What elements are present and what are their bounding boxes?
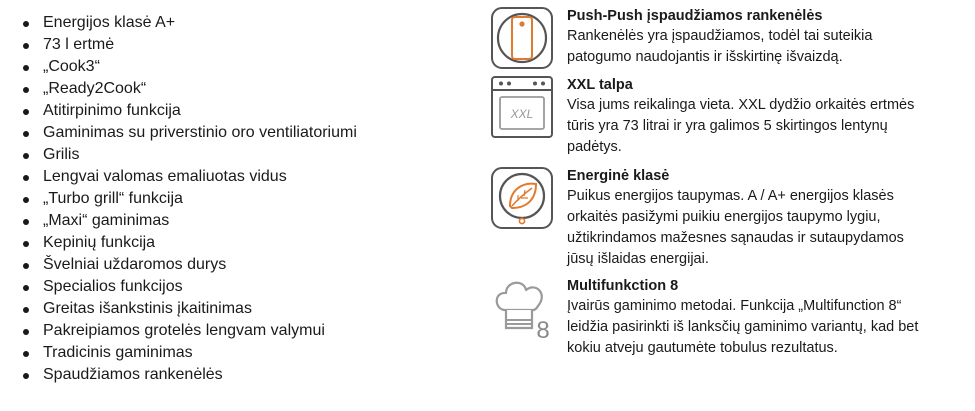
highlight-text: [567, 75, 957, 158]
feature-item: Pakreipiamos grotelės lengvam valymui: [18, 320, 458, 342]
highlight-description: Visa jums reikalinga vieta. XXL dydžio orkaitės ertmės tūris yra 73 litrai ir yra galimos 5 skirtingos lentynų padėtys.: [567, 97, 915, 155]
multifunction-count-label: 8: [536, 317, 550, 340]
feature-item: Atitirpinimo funkcija: [18, 100, 458, 122]
feature-item: „Ready2Cook“: [18, 78, 458, 100]
highlight-description: Rankenėlės yra įspaudžiamos, todėl tai suteikia patogumo naudojantis ir išskirtinę išvaizdą.: [567, 28, 873, 65]
feature-item: Švelniai uždaromos durys: [18, 254, 458, 276]
highlight-text: [567, 166, 957, 270]
feature-item: Energijos klasė A+: [18, 12, 458, 34]
feature-item: Kepinių funkcija: [18, 232, 458, 254]
feature-item: Greitas išankstinis įkaitinimas: [18, 298, 458, 320]
feature-item: „Cook3“: [18, 56, 458, 78]
push-push-knob-icon: [490, 6, 554, 70]
highlight-title: Multifunkction 8: [567, 278, 679, 294]
highlight-description: Puikus energijos taupymas. A / A+ energijos klasės orkaitės pasižymi puikiu energijos taupymo lygiu, užtikrindamos mažesnes sąnaudas ir sutaupydamos jūsų išlaidas energijai.: [567, 188, 904, 267]
feature-item: „Turbo grill“ funkcija: [18, 188, 458, 210]
feature-item: „Maxi“ gaminimas: [18, 210, 458, 232]
highlight-text: [567, 6, 957, 68]
highlight-text: [567, 276, 957, 359]
feature-item: Lengvai valomas emaliuotas vidus: [18, 166, 458, 188]
highlight-title: Energinė klasė: [567, 168, 670, 184]
feature-item: 73 l ertmė: [18, 34, 458, 56]
feature-item: Gaminimas su priverstinio oro ventiliatoriumi: [18, 122, 458, 144]
highlight-title: XXL talpa: [567, 77, 633, 93]
feature-item: Grilis: [18, 144, 458, 166]
features-list: [18, 12, 458, 386]
chef-hat-8-icon: [490, 276, 554, 340]
energy-leaf-icon: [490, 166, 554, 230]
highlight-title: Push-Push įspaudžiamos rankenėlės: [567, 8, 823, 24]
feature-item: Specialios funkcijos: [18, 276, 458, 298]
feature-item: Spaudžiamos rankenėlės: [18, 364, 458, 386]
highlight-description: Įvairūs gaminimo metodai. Funkcija „Multifunction 8“ leidžia pasirinkti iš lanksčių gaminimo variantų, kad bet kokiu atveju gautumėte tobulus rezultatus.: [567, 298, 919, 356]
xxl-oven-icon: [490, 75, 554, 139]
feature-item: Tradicinis gaminimas: [18, 342, 458, 364]
xxl-label: XXL: [510, 107, 534, 121]
